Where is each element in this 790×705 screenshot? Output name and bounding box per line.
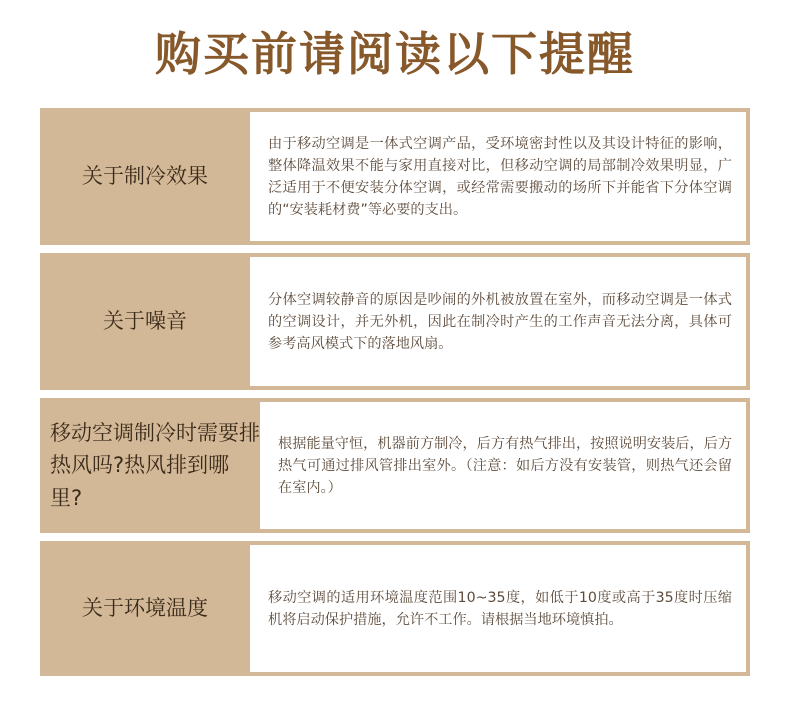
notice-label: 移动空调制冷时需要排热风吗?热风排到哪里? bbox=[50, 420, 260, 510]
notice-text: 移动空调的适用环境温度范围10~35度，如低于10度或高于35度时压缩机将启动保护措施，允许不工作。请根据当地环境慎拍。 bbox=[250, 545, 746, 672]
notice-label: 关于环境温度 bbox=[82, 596, 208, 621]
notice-text: 由于移动空调是一体式空调产品，受环境密封性以及其设计特征的影响，整体降温效果不能与家用直接对比，但移动空调的局部制冷效果明显，广泛适用于不便安装分体空调，或经常需要搬动的场所下并能省下分体空调的“安装耗材费”等必要的支出。 bbox=[250, 112, 746, 241]
notice-row-temperature bbox=[40, 541, 750, 676]
notice-label: 关于噪音 bbox=[103, 309, 187, 334]
notice-row-noise bbox=[40, 253, 750, 390]
notice-row-exhaust bbox=[40, 398, 750, 533]
notice-label: 关于制冷效果 bbox=[82, 164, 208, 189]
notice-text: 根据能量守恒，机器前方制冷，后方有热气排出，按照说明安装后，后方热气可通过排风管排出室外。（注意：如后方没有安装管，则热气还会留在室内。） bbox=[260, 402, 746, 529]
notice-row-cooling bbox=[40, 108, 750, 245]
page-title: 购买前请阅读以下提醒 bbox=[155, 27, 635, 81]
notice-list bbox=[40, 108, 750, 684]
notice-text: 分体空调较静音的原因是吵闹的外机被放置在室外，而移动空调是一体式的空调设计，并无外机，因此在制冷时产生的工作声音无法分离，具体可参考高风模式下的落地风扇。 bbox=[250, 257, 746, 386]
